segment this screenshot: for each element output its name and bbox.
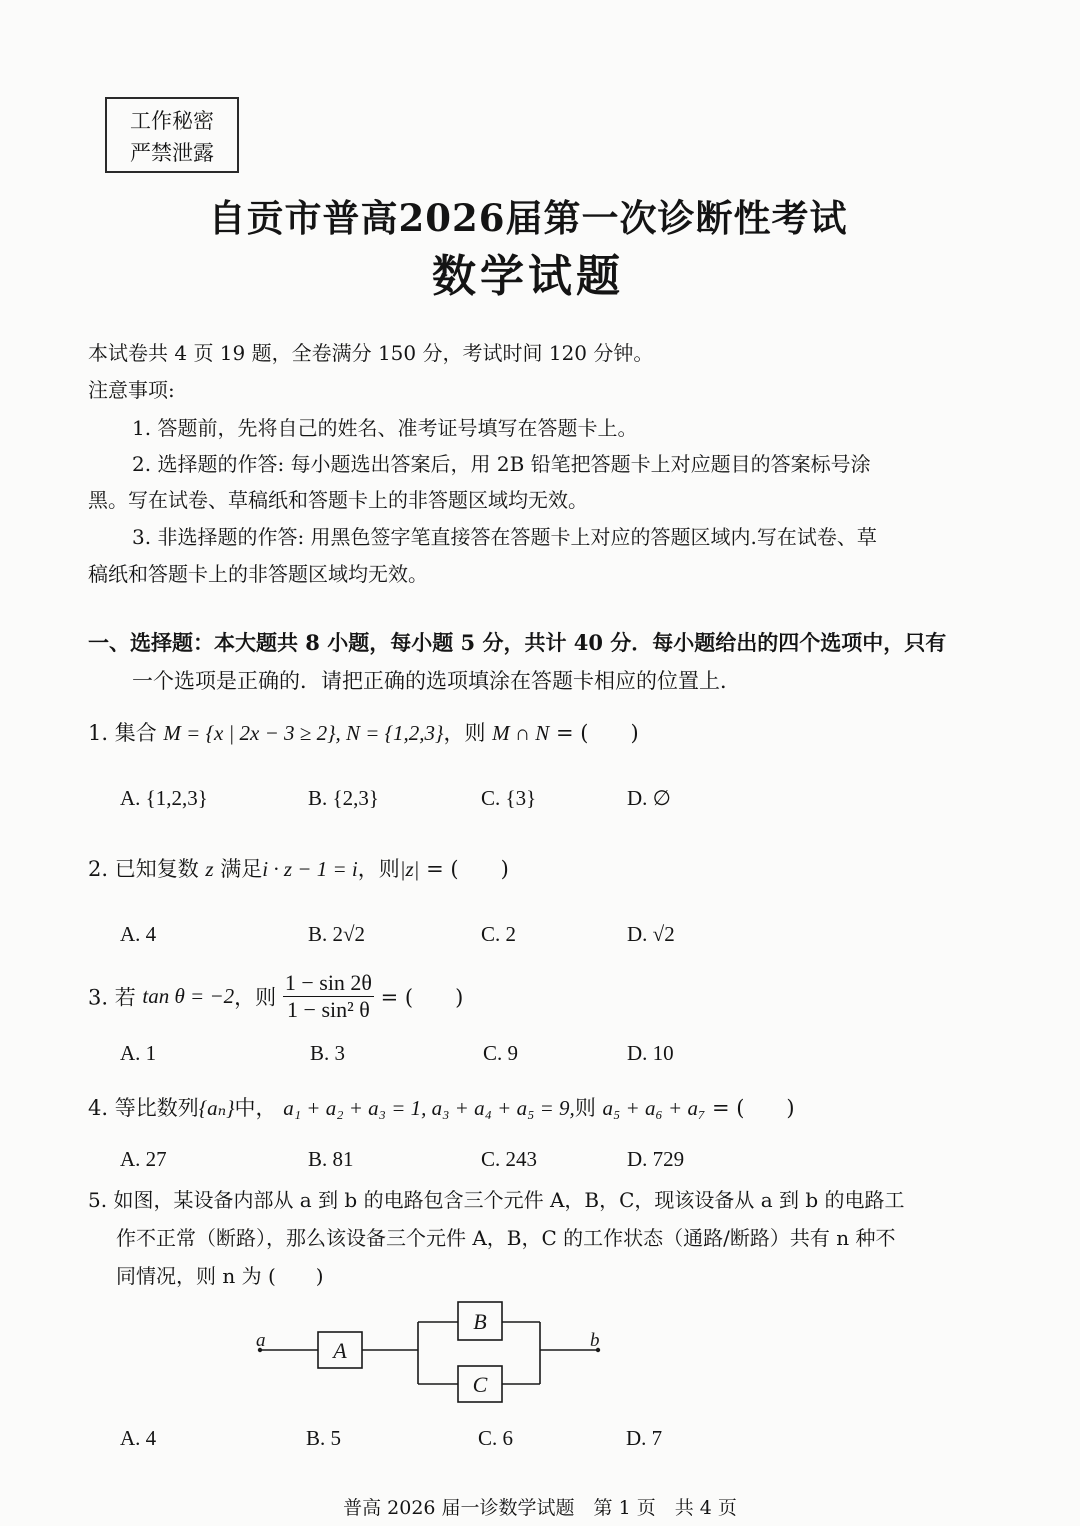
question-3 [88,970,463,1023]
section-heading-cont: 一个选项是正确的．请把正确的选项填涂在答题卡相应的位置上． [132,669,741,693]
q2-option-a[interactable]: A. 4 [120,922,157,946]
q3-option-c[interactable]: C. 9 [483,1041,519,1065]
q3-option-d[interactable]: D. 10 [627,1041,674,1065]
notice-heading: 注意事项: [88,378,175,402]
stamp-line-1: 工作秘密 [130,109,214,133]
stamp-line-2: 严禁泄露 [130,141,214,165]
q5-option-a[interactable]: A. 4 [120,1426,157,1450]
q1-option-c[interactable]: C. {3} [481,786,537,810]
page-footer: 普高 2026 届一诊数学试题 第 1 页 共 4 页 [343,1497,737,1519]
q3-frac-den: 1 − sin² θ [287,997,370,1022]
q2-math2: i · z − 1 = i [262,857,358,881]
exam-title: 自贡市普高2026届第一次诊断性考试 [208,196,848,240]
exam-subtitle: 数学试题 [432,251,624,302]
q4-mid: 中， [234,1096,277,1120]
question-2 [88,853,509,883]
q4-option-c[interactable]: C. 243 [481,1147,538,1171]
q1-math2: M ∩ N [492,721,550,745]
q2-mid: 满足 [220,857,263,881]
q2-math3: |z| [399,857,420,881]
q1-option-d[interactable]: D. ∅ [627,786,671,810]
q2-math: z [205,857,214,881]
q3-math: tan θ = −2 [142,984,235,1008]
q2-prefix: 2. 已知复数 [88,857,199,881]
q4-prefix: 4. 等比数列 [88,1096,199,1120]
q3-option-b[interactable]: B. 3 [310,1041,346,1065]
question-5-line-3: 同情况，则 n 为 ( ) [116,1264,324,1288]
q2-end: = ( ) [426,857,509,881]
circuit-diagram [240,1290,620,1420]
question-4 [88,1092,795,1122]
q3-fraction [283,970,374,1023]
q3-frac-num: 1 − sin 2θ [284,970,372,995]
q1-end: = ( ) [556,721,639,745]
q4-option-a[interactable]: A. 27 [120,1147,167,1171]
element-c-label: C [472,1372,488,1397]
q1-option-b[interactable]: B. {2,3} [308,786,379,810]
terminal-b-label: b [590,1330,600,1351]
notice-item-2: 2. 选择题的作答: 每小题选出答案后，用 2B 铅笔把答题卡上对应题目的答案标号涂 [132,452,871,476]
q5-option-c[interactable]: C. 6 [478,1426,514,1450]
q4-mid2: 则 [574,1096,596,1120]
q4-math2: a₁ + a₂ + a₃ = 1, a₃ + a₄ + a₅ = 9, [283,1096,575,1120]
q4-math3: a₅ + a₆ + a₇ [602,1096,706,1120]
q1-mid: ，则 [443,721,486,745]
q4-math: {aₙ} [198,1096,235,1120]
q4-end: = ( ) [711,1096,795,1120]
q3-mid: ，则 [234,985,277,1010]
q2-option-b[interactable]: B. 2√2 [308,922,366,946]
notice-item-2-cont: 黑。写在试卷、草稿纸和答题卡上的非答题区域均无效。 [88,488,588,512]
q1-math: M = {x | 2x − 3 ≥ 2}, N = {1,2,3} [163,721,444,745]
q3-end: = ( ) [380,985,464,1010]
question-1 [88,717,639,747]
q3-prefix: 3. 若 [88,985,136,1010]
notice-item-1: 1. 答题前，先将自己的姓名、准考证号填写在答题卡上。 [132,416,638,440]
question-5-line-2: 作不正常（断路），那么该设备三个元件 A，B，C 的工作状态（通路/断路）共有 n 种不 [116,1226,896,1250]
question-5-line-1: 5. 如图，某设备内部从 a 到 b 的电路包含三个元件 A，B，C，现该设备从 a 到 b 的电路工 [88,1188,905,1212]
confidential-stamp [105,97,239,173]
q2-option-c[interactable]: C. 2 [481,922,517,946]
element-a-label: A [333,1338,347,1363]
exam-summary: 本试卷共 4 页 19 题，全卷满分 150 分，考试时间 120 分钟。 [88,341,654,365]
q2-option-d[interactable]: D. √2 [627,922,675,946]
q3-option-a[interactable]: A. 1 [120,1041,157,1065]
q5-option-d[interactable]: D. 7 [626,1426,663,1450]
q1-prefix: 1. 集合 [88,721,157,745]
terminal-a-label: a [256,1330,266,1351]
element-b-label: B [473,1309,487,1334]
q4-option-d[interactable]: D. 729 [627,1147,685,1171]
q1-option-a[interactable]: A. {1,2,3} [120,786,208,810]
section-heading: 一、选择题：本大题共 8 小题，每小题 5 分，共计 40 分．每小题给出的四个选项中，只有 [88,630,947,655]
q2-mid2: ，则 [357,857,400,881]
notice-item-3-cont: 稿纸和答题卡上的非答题区域均无效。 [88,562,428,586]
q4-option-b[interactable]: B. 81 [308,1147,354,1171]
q5-option-b[interactable]: B. 5 [306,1426,342,1450]
notice-item-3: 3. 非选择题的作答: 用黑色签字笔直接答在答题卡上对应的答题区域内.写在试卷、草 [132,525,877,549]
